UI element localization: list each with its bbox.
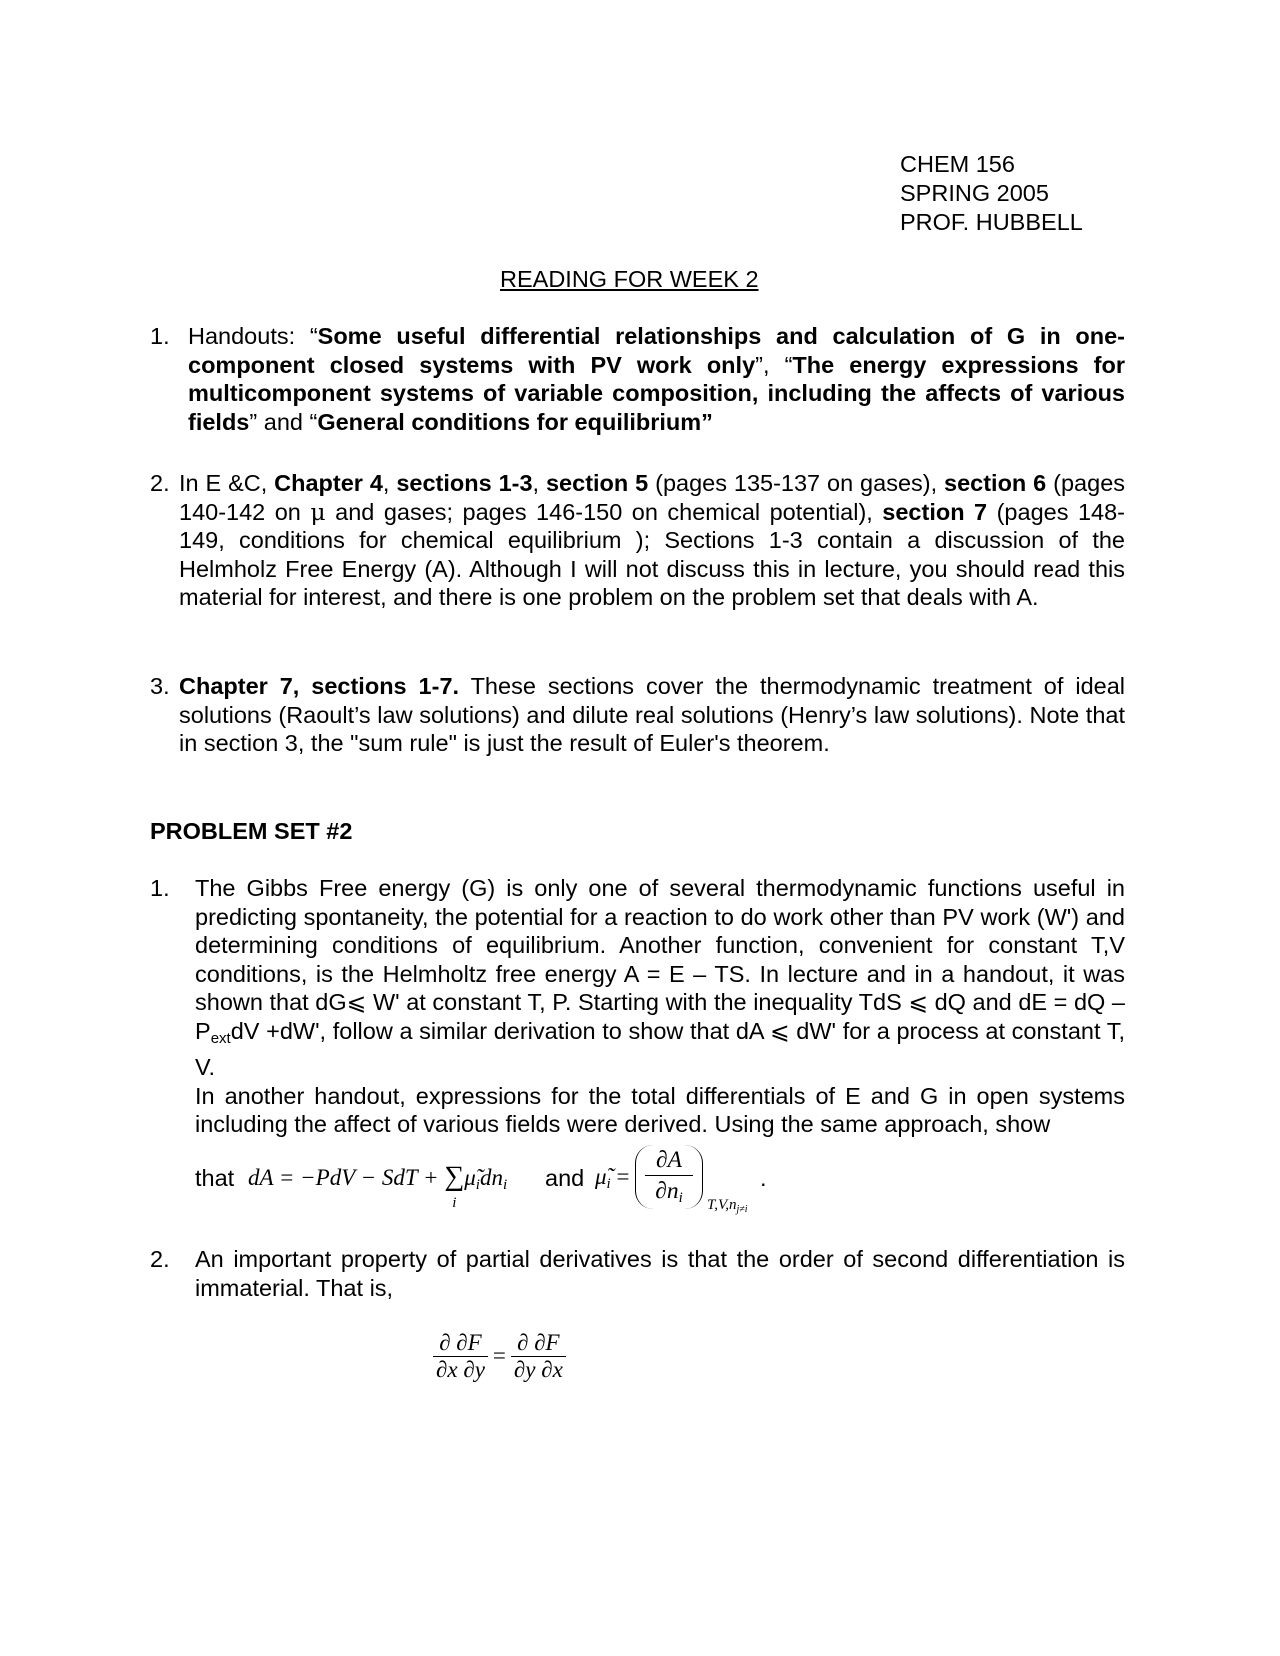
problem-text: An important property of partial derivatives is that the order of second differentiation is immaterial. That is,	[195, 1246, 1125, 1301]
course-name: CHEM 156	[900, 151, 1015, 177]
text-span: In another handout, expressions for the total differentials of E and G in open systems including the affect of various fields were derived. Using the same approach, show	[195, 1082, 1125, 1137]
fraction-numerator: ∂ ∂F	[511, 1330, 566, 1357]
partial-derivative-equality	[432, 1330, 567, 1383]
bold-span: section 7	[882, 498, 988, 525]
text-span: (pages 140-142 on	[179, 470, 1126, 525]
sigma-glyph: ∑	[444, 1161, 465, 1192]
text-span: Handouts: “	[188, 323, 318, 349]
less-equal-symbol: ⩽	[346, 989, 367, 1015]
equation-line	[195, 1148, 895, 1218]
subscript: i	[678, 1190, 683, 1206]
subscript: i	[502, 1177, 508, 1193]
fraction-denominator	[645, 1176, 693, 1213]
problem-text	[195, 874, 1125, 1139]
subscript: i	[475, 1177, 480, 1193]
bold-span: The energy expressions for multicomponent systems of variable composition, including the affects of various fields	[188, 351, 1125, 435]
reading-item-number: 1.	[150, 323, 170, 349]
text-span: ” and “	[249, 408, 318, 435]
eq-lhs: dA = −PdV − SdT +	[248, 1165, 445, 1190]
bold-span: section 5	[545, 470, 649, 496]
text-span: dW' for a process at constant T, V.	[195, 1017, 1125, 1080]
rhs-fraction	[511, 1330, 566, 1383]
reading-item-3	[150, 672, 1125, 758]
text-span: ”, “	[755, 351, 793, 378]
fraction-numerator: ∂ ∂F	[433, 1330, 488, 1357]
mu-definition	[595, 1163, 629, 1199]
period: .	[760, 1165, 767, 1191]
text-span: The Gibbs Free energy (G) is only one of several thermodynamic functions useful in predicting spontaneity, the potential for a reaction to do work other than PV work (W') and determining conditions of equilibrium. Another function, convenient for constant T,V conditions, is the Helmholtz free energy A = E – TS. In lecture and in a handout, it was shown that dG	[195, 875, 1125, 1015]
bold-span: Chapter 4	[274, 470, 383, 496]
reading-title: READING FOR WEEK 2	[500, 266, 759, 292]
bold-span: Chapter 7, sections 1-7.	[179, 673, 460, 699]
equals-sign: =	[492, 1343, 506, 1369]
text-span: dV +dW', follow a similar derivation to show that dA	[230, 1017, 770, 1044]
that-word: that	[195, 1165, 235, 1191]
problem-2	[150, 1245, 1125, 1302]
reading-item-text	[188, 322, 1125, 436]
reading-item-text	[179, 672, 1125, 758]
text-span: (pages 148-149, conditions for chemical equilibrium ); Sections 1-3 contain a discussion of the Helmholz Free Energy (A). Although I will not discuss this in lecture, you should read this material for interest, and there is one problem on the problem set that deals with A.	[179, 498, 1125, 610]
partial-fraction	[645, 1145, 693, 1213]
course-term: SPRING 2005	[900, 180, 1049, 206]
cond-text: T,V,n	[707, 1197, 737, 1213]
text-span: (pages 135-137 on gases),	[648, 470, 945, 496]
problem-number: 2.	[150, 1246, 170, 1272]
bold-span: section 6	[944, 470, 1047, 496]
less-equal-symbol: ⩽	[769, 1017, 790, 1044]
subscript-ext: ext	[210, 1029, 231, 1047]
text-span: and gases; pages 146-150 on chemical potential),	[325, 498, 883, 525]
equals-sign: =	[610, 1164, 630, 1189]
reading-item-1	[150, 322, 1125, 436]
reading-item-number: 3.	[150, 673, 170, 699]
text-span: W' at constant T, P. Starting with the inequality TdS	[366, 989, 909, 1015]
course-header	[900, 150, 1083, 237]
fraction-numerator: ∂A	[645, 1145, 693, 1176]
course-instructor: PROF. HUBBELL	[900, 209, 1083, 235]
problem-set-title: PROBLEM SET #2	[150, 818, 353, 844]
mu-tilde: μ̃	[595, 1164, 607, 1189]
text-span: These sections cover the thermodynamic treatment of ideal solutions (Raoult’s law solutions) and dilute real solutions (Henry’s law solutions). Note that in section 3, the "sum rule" is just the result of Euler's theorem.	[179, 673, 1125, 756]
reading-item-number: 2.	[150, 470, 170, 496]
fraction-denominator: ∂x ∂y	[436, 1357, 485, 1382]
text-span: dQ and dE = dQ – P	[195, 989, 1125, 1044]
reading-item-text	[179, 469, 1125, 612]
dn-term: dn	[479, 1165, 503, 1190]
constant-conditions	[707, 1191, 748, 1225]
dA-equation	[248, 1161, 508, 1211]
mu-symbol: μ	[310, 497, 326, 526]
den-text: ∂n	[655, 1178, 679, 1204]
bold-span: sections 1-3	[396, 470, 533, 496]
mu-tilde: μ̃	[464, 1165, 476, 1190]
cond-subscript: j≠i	[736, 1204, 748, 1215]
bold-span: General conditions for equilibrium”	[317, 408, 713, 435]
fraction-denominator: ∂y ∂x	[513, 1357, 563, 1382]
text-span: ,	[532, 470, 546, 496]
text-span: ,	[382, 470, 397, 496]
less-equal-symbol: ⩽	[908, 989, 929, 1015]
and-word: and	[545, 1165, 585, 1191]
sum-index: i	[452, 1195, 457, 1211]
sum-symbol	[444, 1161, 465, 1211]
bold-span: Some useful differential relationships and calculation of G in one-component closed systems with PV work only	[188, 323, 1125, 378]
lhs-fraction	[433, 1330, 488, 1383]
problem-number: 1.	[150, 875, 170, 901]
problem-1	[150, 874, 1125, 1139]
reading-item-2	[150, 469, 1125, 612]
subscript: i	[606, 1176, 611, 1192]
text-span: In E &C,	[179, 470, 275, 496]
